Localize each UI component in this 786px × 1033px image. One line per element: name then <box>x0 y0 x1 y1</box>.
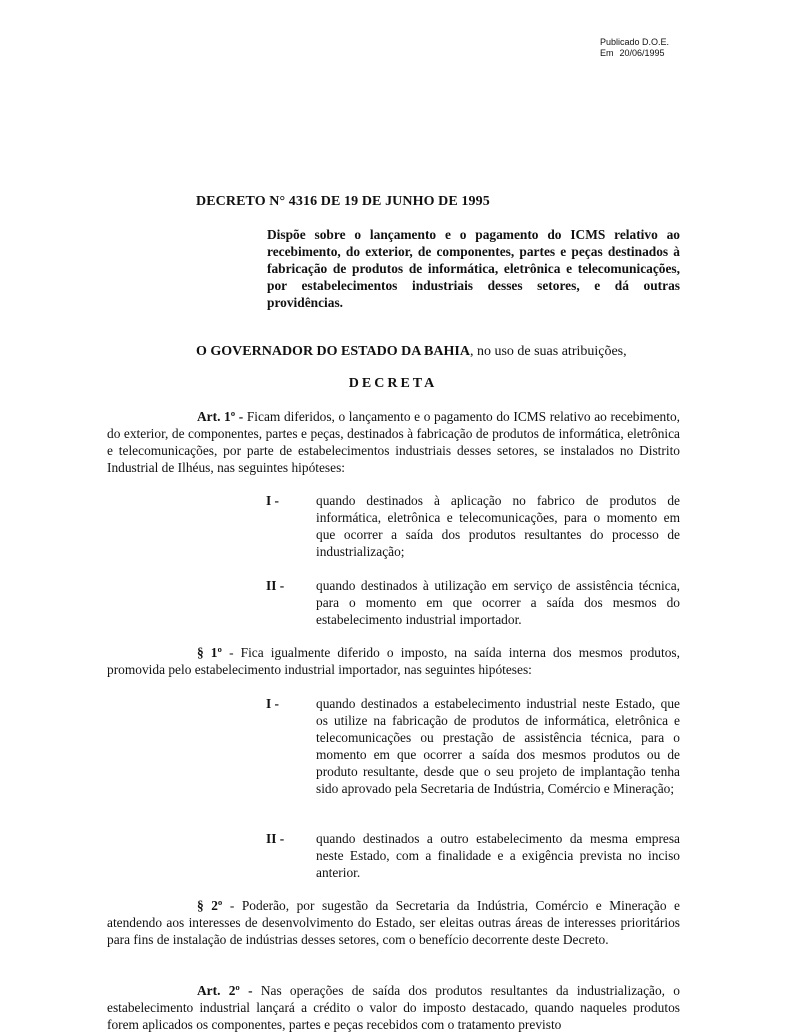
article-2 <box>107 982 680 1033</box>
publication-date-label: Em <box>600 48 614 58</box>
paragraph-1 <box>107 644 680 678</box>
paragraph-1-text: - Fica igualmente diferido o imposto, na saída interna dos mesmos produtos, promovida pelo estabelecimento industrial importador, nas seguintes hipóteses: <box>107 645 680 677</box>
item-number: I - <box>266 696 280 711</box>
publication-line-2 <box>600 48 750 59</box>
paragraph-2-label: § 2º <box>197 898 223 913</box>
governor-preamble <box>196 344 627 360</box>
decree-summary: Dispõe sobre o lançamento e o pagamento do ICMS relativo ao recebimento, do exterior, de componentes, partes e peças destinados à fabricação de produtos de informática, eletrônica e telecomunicações, por estabelecimentos industriais desses setores, e dá outras providências. <box>267 227 680 310</box>
article-2-label: Art. 2º - <box>197 983 253 998</box>
item-text: quando destinados à utilização em serviço de assistência técnica, para o momento em que ocorrer a saída dos mesmos do estabelecimento industrial importador. <box>316 578 680 627</box>
paragraph-2 <box>107 897 680 948</box>
article-1 <box>107 408 680 476</box>
paragraph-1-label: § 1º <box>197 645 222 660</box>
publication-note <box>600 37 750 59</box>
publication-date: 20/06/1995 <box>619 48 665 58</box>
item-number: II - <box>266 578 285 593</box>
item-text: quando destinados à aplicação no fabrico de produtos de informática, eletrônica e telecomunicações, para o momento em que ocorrer a saída dos produtos resultantes do processo de industrialização; <box>316 493 680 559</box>
article-1-text: Ficam diferidos, o lançamento e o pagamento do ICMS relativo ao recebimento, do exterior, de componentes, partes e peças, destinados à fabricação de produtos de informática, eletrônica e telecomunicações, por parte de estabelecimentos industriais desses setores, se instalados no Distrito Industrial de Ilhéus, nas seguintes hipóteses: <box>107 409 681 475</box>
item-number: II - <box>266 831 285 846</box>
governor-title: O GOVERNADOR DO ESTADO DA BAHIA <box>196 344 470 359</box>
decree-title: DECRETO N° 4316 DE 19 DE JUNHO DE 1995 <box>196 194 490 209</box>
article-1-label: Art. 1º - <box>197 409 244 424</box>
item-text: quando destinados a outro estabelecimento da mesma empresa neste Estado, com a finalidade e a exigência prevista no inciso anterior. <box>316 831 680 880</box>
publication-line-1: Publicado D.O.E. <box>600 37 670 47</box>
decreta-heading: DECRETA <box>348 376 438 391</box>
paragraph-2-text: - Poderão, por sugestão da Secretaria da Indústria, Comércio e Mineração e atendendo aos interesses de desenvolvimento do Estado, ser eleitas outras áreas de interesses prioritários para fins de instalação de indústrias desses setores, com o benefício decorrente deste Decreto. <box>107 898 680 947</box>
governor-preamble-text: , no uso de suas atribuições, <box>469 344 627 359</box>
item-text: quando destinados a estabelecimento industrial neste Estado, que os utilize na fabricação de produtos de informática, eletrônica e telecomunicações ou prestação de assistência técnica, para o momento em que ocorrer a saída dos mesmos produtos ou de produto resultante, desde que o seu projeto de implantação tenha sido aprovado pela Secretaria de Indústria, Comércio e Mineração; <box>316 696 680 796</box>
article-2-text: Nas operações de saída dos produtos resultantes da industrialização, o estabelecimento industrial lançará a crédito o valor do imposto destacado, quando naqueles produtos forem aplicados os componentes, partes e peças recebidos com o tratamento previsto <box>107 983 680 1032</box>
item-number: I - <box>266 493 280 508</box>
